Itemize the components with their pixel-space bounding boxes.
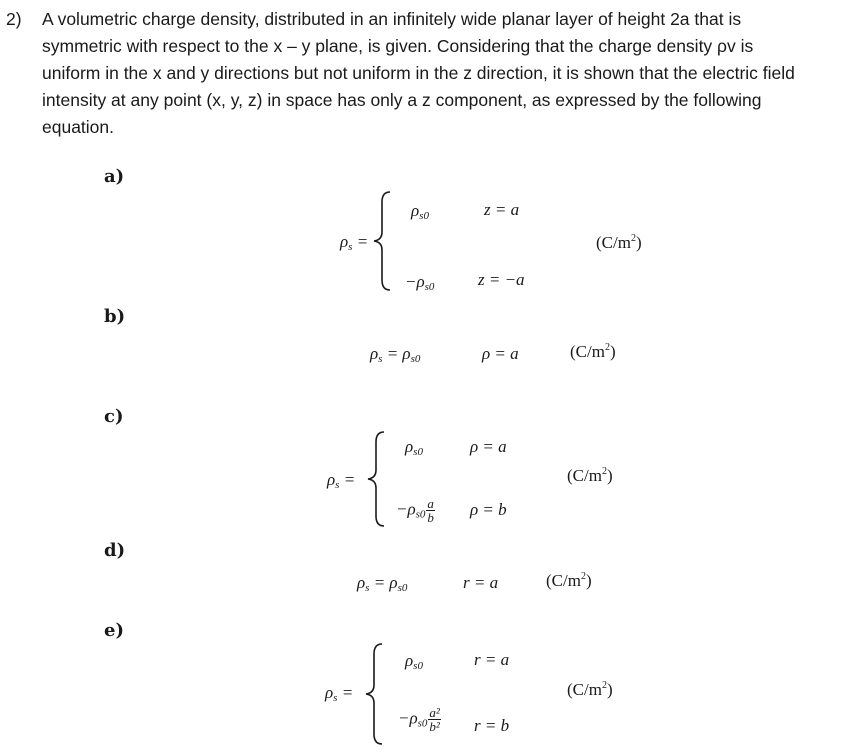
option-label: c) xyxy=(104,406,124,427)
equation-lhs: $\rho_s$ = xyxy=(325,683,354,704)
unit-label: $(C/m^2)$ xyxy=(570,342,616,361)
case1-condition: ρ = a xyxy=(470,437,507,456)
equation-expression: $\rho_s = \rho_{s0}$ xyxy=(370,344,421,365)
case1-value: $\rho_{s0}$ xyxy=(411,201,429,222)
left-brace-icon xyxy=(372,190,392,292)
equation-expression: $\rho_s = \rho_{s0}$ xyxy=(357,573,408,594)
option-label: b) xyxy=(104,306,126,327)
case2-value: $-\rho_{s0}$ xyxy=(405,272,435,293)
left-brace-icon xyxy=(366,430,386,528)
case2-value: $-\rho_{s0}$ $\frac{\text{a²}}{\text{b²}}$ xyxy=(398,705,440,734)
case1-value: $\rho_{s0}$ xyxy=(405,651,423,672)
unit-label: $(C/m^2)$ xyxy=(567,466,613,485)
equation-lhs xyxy=(340,232,368,257)
case1-value: $\rho_{s0}$ xyxy=(405,437,423,458)
equation-condition: ρ = a xyxy=(482,344,519,363)
unit-label: $(C/m^2)$ xyxy=(567,680,613,699)
equation-lhs: $\rho_s$ = xyxy=(327,470,356,491)
question-number: 2) xyxy=(6,9,22,29)
equation-condition: r = a xyxy=(463,573,499,592)
case2-condition: r = b xyxy=(474,716,510,735)
case2-value: $-\rho_{s0}$ $\frac{a}{b}$ xyxy=(396,496,434,525)
left-brace-icon xyxy=(364,642,384,746)
case1-condition: r = a xyxy=(474,650,510,669)
equation-lhs-text: $\rho_s$ = xyxy=(340,232,369,253)
option-label: e) xyxy=(104,620,124,641)
option-label: a) xyxy=(104,166,125,187)
unit-label: $(C/m^2)$ xyxy=(596,233,642,252)
case2-condition: z = −a xyxy=(478,270,525,289)
option-label: d) xyxy=(104,540,126,561)
case1-condition: z = a xyxy=(484,200,520,219)
case2-condition: ρ = b xyxy=(470,500,507,519)
question-text: A volumetric charge density, distributed in an infinitely wide planar layer of height 2a that is symmetric with respect to the x – y plane, is given. Considering that the charge density ρv is uniform in the x and y directions but not uniform in the z direction, it is shown that the electric field intensity at any point (x, y, z) in space has only a z component, as expressed by the following equation. xyxy=(42,9,795,137)
unit-label: $(C/m^2)$ xyxy=(546,571,592,590)
